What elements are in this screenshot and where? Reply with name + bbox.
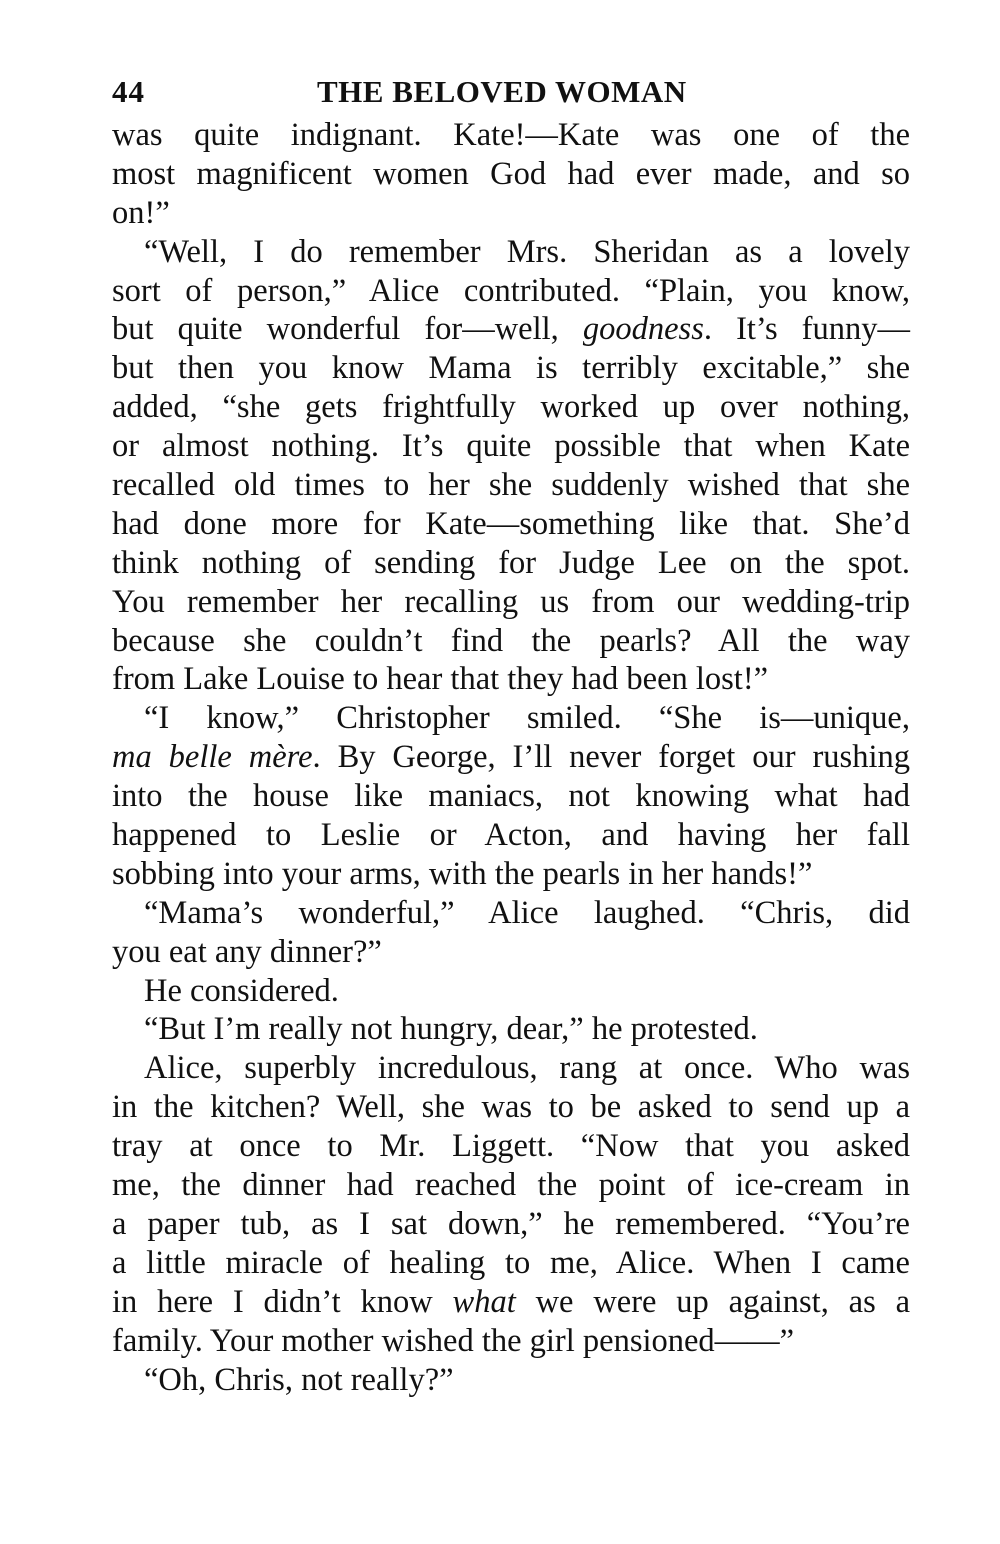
text-line: a paper tub, as I sat down,” he remembered. “You’re xyxy=(112,1205,910,1242)
text-line: think nothing of sending for Judge Lee on the spot. xyxy=(112,544,910,581)
text-line: “Oh, Chris, not really?” xyxy=(144,1361,454,1398)
text-line: a little miracle of healing to me, Alice. When I came xyxy=(112,1244,910,1281)
text-line: or almost nothing. It’s quite possible that when Kate xyxy=(112,428,910,465)
text-line: “Well, I do remember Mrs. Sheridan as a lovely xyxy=(144,233,910,270)
text-line: “Mama’s wonderful,” Alice laughed. “Chris, did xyxy=(144,894,910,931)
text-line: “But I’m really not hungry, dear,” he protested. xyxy=(144,1011,758,1048)
text-line: because she couldn’t find the pearls? All the way xyxy=(112,622,910,659)
text-line: you eat any dinner?” xyxy=(112,933,382,970)
book-title: THE BELOVED WOMAN xyxy=(317,74,687,109)
text-line: Alice, superbly incredulous, rang at once. Who was xyxy=(144,1050,910,1087)
book-page xyxy=(112,70,910,1399)
text-segment: . By George, I’ll never forget our rushing xyxy=(312,739,910,776)
text-segment: we were up against, as a xyxy=(515,1283,911,1320)
text-line: happened to Leslie or Acton, and having her fall xyxy=(112,817,910,854)
text-line: You remember her recalling us from our wedding-trip xyxy=(112,583,910,620)
text-line: in the kitchen? Well, she was to be asked to send up a xyxy=(112,1089,910,1126)
italic-word: what xyxy=(452,1283,516,1320)
text-line xyxy=(112,738,910,777)
italic-word: goodness xyxy=(582,311,704,348)
body-text xyxy=(112,116,910,1399)
text-line: sobbing into your arms, with the pearls in her hands!” xyxy=(112,855,813,892)
text-line: added, “she gets frightfully worked up over nothing, xyxy=(112,389,910,426)
page-number: 44 xyxy=(112,74,145,109)
italic-phrase: ma belle mère xyxy=(112,739,313,776)
text-line xyxy=(112,1283,910,1322)
text-line: me, the dinner had reached the point of ice-cream in xyxy=(112,1167,910,1204)
text-line: family. Your mother wished the girl pensioned——” xyxy=(112,1322,795,1359)
text-line: “I know,” Christopher smiled. “She is—unique, xyxy=(144,700,910,737)
text-line: into the house like maniacs, not knowing what had xyxy=(112,778,910,815)
text-segment: in here I didn’t know xyxy=(112,1283,453,1320)
text-segment: . It’s funny— xyxy=(703,311,910,348)
text-segment: but quite wonderful for—well, xyxy=(112,311,583,348)
text-line: had done more for Kate—something like that. She’d xyxy=(112,505,910,542)
text-line: from Lake Louise to hear that they had been lost!” xyxy=(112,661,769,698)
text-line: most magnificent women God had ever made, and so xyxy=(112,155,910,192)
text-line: but then you know Mama is terribly excitable,” she xyxy=(112,350,910,387)
text-line xyxy=(112,310,910,349)
text-line: tray at once to Mr. Liggett. “Now that you asked xyxy=(112,1128,910,1165)
text-line: He considered. xyxy=(144,972,339,1009)
text-line: sort of person,” Alice contributed. “Plain, you know, xyxy=(112,272,910,309)
running-head xyxy=(112,70,910,116)
text-line: on!” xyxy=(112,194,170,231)
text-line: recalled old times to her she suddenly wished that she xyxy=(112,467,910,504)
text-line: was quite indignant. Kate!—Kate was one of the xyxy=(112,117,910,153)
